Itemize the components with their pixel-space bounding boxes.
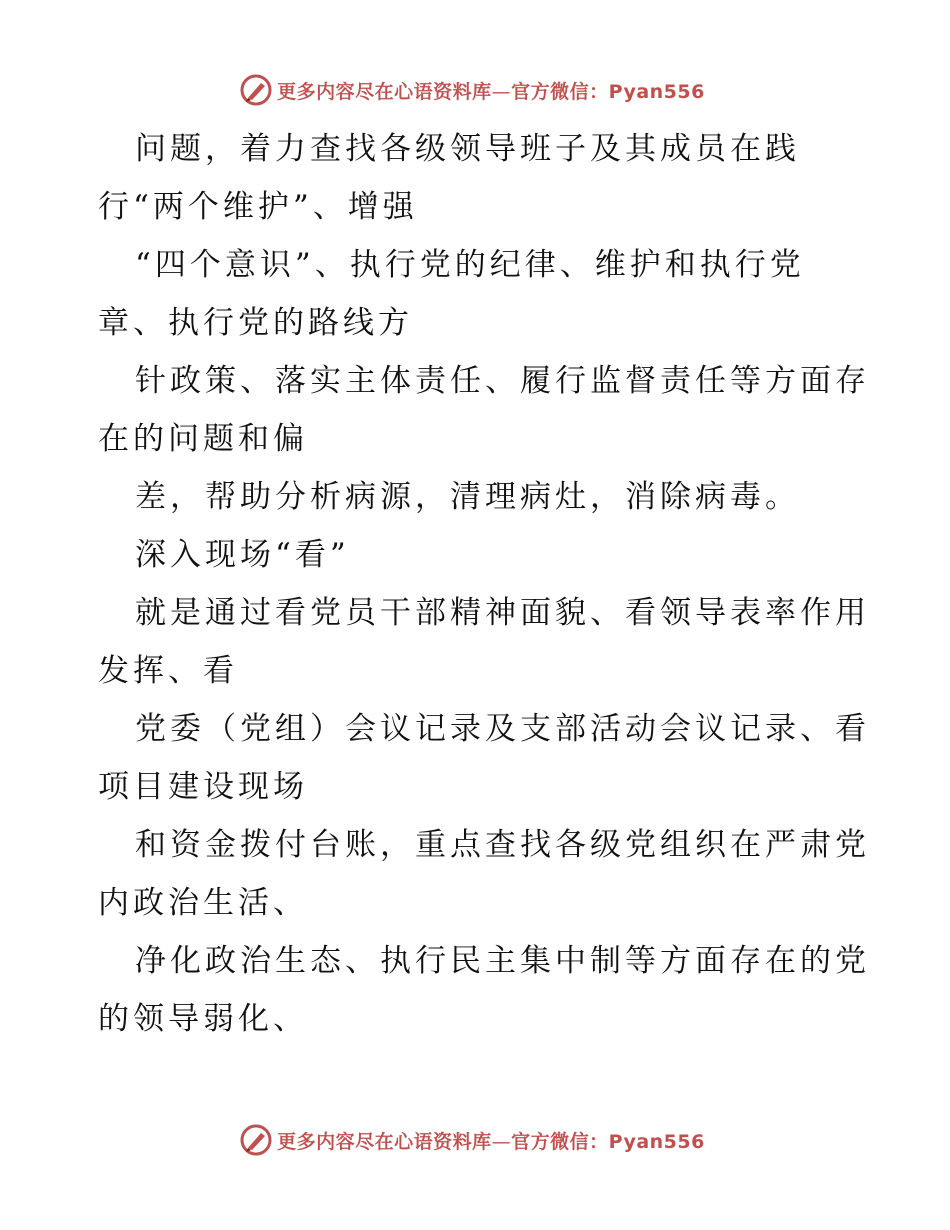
banner-text: 更多内容尽在心语资料库—官方微信：Pyan556 <box>277 1130 705 1153</box>
pen-in-circle-icon <box>239 73 273 107</box>
text-line: “四个意识”、执行党的纪律、维护和执行党 <box>135 247 805 283</box>
text-line: 在的问题和偏 <box>98 421 308 457</box>
text-line: 深入现场“看” <box>135 537 350 573</box>
text-line: 党委（党组）会议记录及支部活动会议记录、看 <box>135 711 870 747</box>
text-line: 差，帮助分析病源，清理病灶，消除病毒。 <box>135 479 800 515</box>
text-line: 章、执行党的路线方 <box>98 305 413 341</box>
footer-banner <box>0 1120 950 1160</box>
text-line: 发挥、看 <box>98 653 238 689</box>
text-line: 净化政治生态、执行民主集中制等方面存在的党 <box>135 943 870 979</box>
header-banner <box>0 70 950 110</box>
banner-text: 更多内容尽在心语资料库—官方微信：Pyan556 <box>277 80 705 103</box>
text-line: 的领导弱化、 <box>98 1001 308 1037</box>
text-line: 内政治生活、 <box>98 885 308 921</box>
pen-in-circle-icon <box>239 1123 273 1157</box>
text-line: 和资金拨付台账，重点查找各级党组织在严肃党 <box>135 827 870 863</box>
text-line: 项目建设现场 <box>98 769 308 805</box>
text-line: 问题，着力查找各级领导班子及其成员在践 <box>135 131 800 167</box>
text-line: 行“两个维护”、增强 <box>98 189 418 225</box>
text-line: 针政策、落实主体责任、履行监督责任等方面存 <box>135 363 870 399</box>
document-body <box>98 120 870 1048</box>
text-line: 就是通过看党员干部精神面貌、看领导表率作用 <box>135 595 870 631</box>
